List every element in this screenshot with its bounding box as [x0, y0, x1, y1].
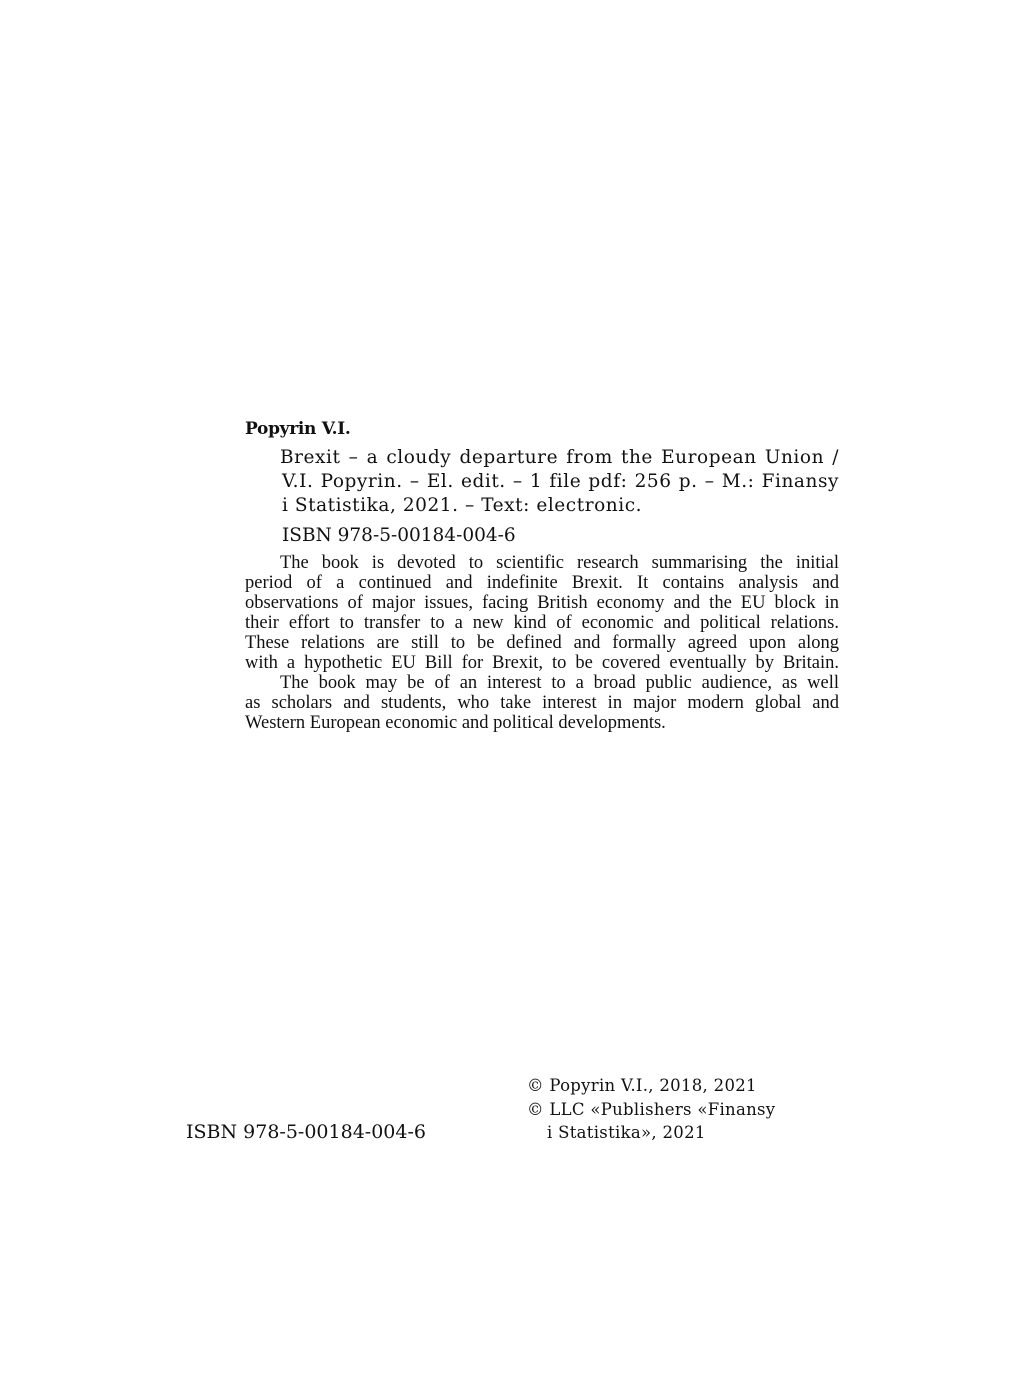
copyright-line: i Statistika», 2021	[547, 1123, 706, 1142]
abstract-line: The book may be of an interest to a broad public audience, as well	[280, 673, 839, 693]
citation-line: V.I. Popyrin. – El. edit. – 1 file pdf: 256 p. – M.: Finansy	[282, 471, 839, 492]
bibliographic-citation	[245, 446, 839, 518]
abstract-line: with a hypothetic EU Bill for Brexit, to be covered eventually by Britain.	[245, 653, 839, 673]
abstract-line: period of a continued and indefinite Brexit. It contains analysis and	[245, 573, 839, 593]
isbn-bottom: ISBN 978-5-00184-004-6	[186, 1121, 426, 1143]
abstract-line: These relations are still to be defined and formally agreed upon along	[245, 633, 839, 653]
abstract	[245, 553, 839, 733]
citation-line: Brexit – a cloudy departure from the European Union /	[280, 447, 839, 468]
copyright-block	[527, 1074, 775, 1145]
citation-line: i Statistika, 2021. – Text: electronic.	[282, 495, 643, 516]
copyright-line: © Popyrin V.I., 2018, 2021	[527, 1076, 757, 1095]
abstract-line: The book is devoted to scientific research summarising the initial	[280, 553, 839, 573]
isbn-inline: ISBN 978-5-00184-004-6	[282, 525, 516, 546]
abstract-line: observations of major issues, facing British economy and the EU block in	[245, 593, 839, 613]
abstract-line: Western European economic and political developments.	[245, 713, 666, 733]
abstract-paragraph-2	[245, 673, 839, 733]
abstract-line: their effort to transfer to a new kind of economic and political relations.	[245, 613, 839, 633]
abstract-line: as scholars and students, who take interest in major modern global and	[245, 693, 839, 713]
copyright-line: © LLC «Publishers «Finansy	[527, 1099, 776, 1119]
author-heading: Popyrin V.I.	[245, 419, 351, 439]
abstract-paragraph-1	[245, 553, 839, 673]
